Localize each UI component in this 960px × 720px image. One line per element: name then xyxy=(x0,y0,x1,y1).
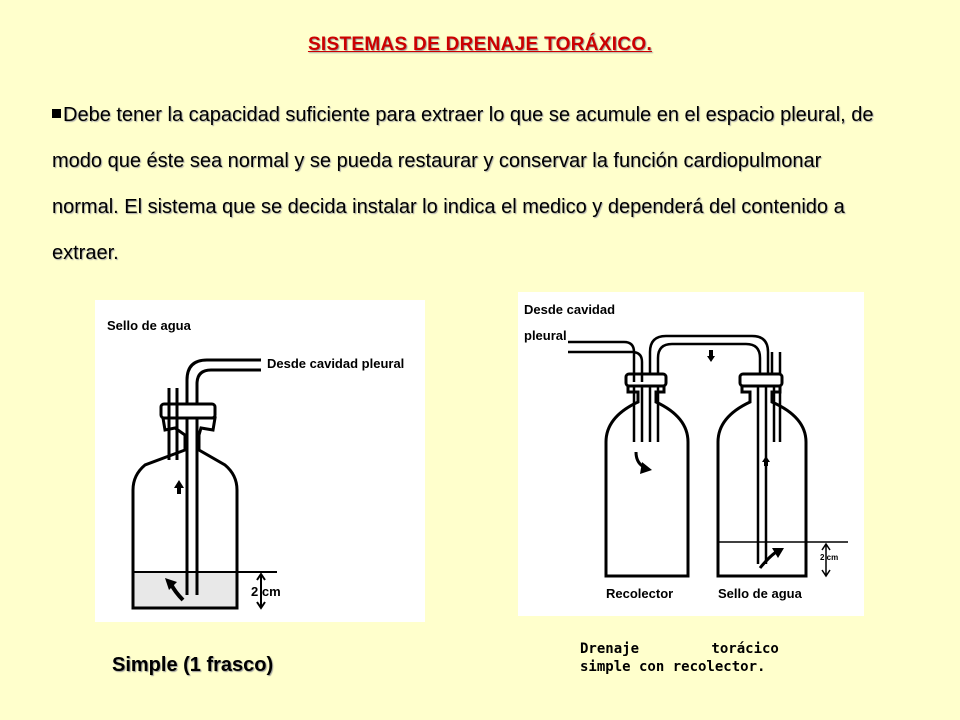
label-sello-de-agua: Sello de agua xyxy=(107,318,191,333)
figure-two-bottle xyxy=(518,292,864,616)
bullet-icon xyxy=(52,109,61,118)
seal-cap xyxy=(740,374,782,386)
caption-line-1: Drenaje torácico xyxy=(580,641,779,657)
vent-tube xyxy=(169,388,177,460)
collector-cap xyxy=(626,374,666,386)
slide-title: SISTEMAS DE DRENAJE TORÁXICO. xyxy=(307,34,653,55)
caption-drenaje xyxy=(580,640,828,676)
figure-single-bottle xyxy=(95,300,425,622)
collector-bottle-outline xyxy=(606,382,688,576)
label-desde-cavidad-2: pleural xyxy=(524,328,567,343)
label-recolector: Recolector xyxy=(606,586,674,601)
label-desde-cavidad-1: Desde cavidad xyxy=(524,302,616,317)
single-bottle-diagram xyxy=(95,300,425,622)
label-sello-de-agua-right: Sello de agua xyxy=(718,586,802,601)
water-fill xyxy=(133,572,237,608)
seal-up-arrow-icon xyxy=(762,456,770,466)
caption-simple: Simple (1 frasco) xyxy=(112,654,274,676)
collector-arrowhead-icon xyxy=(640,462,652,474)
label-desde-cavidad: Desde cavidad pleural xyxy=(267,356,405,371)
flow-arrow-icon xyxy=(707,350,715,362)
pleural-tube xyxy=(187,360,261,404)
body-paragraph xyxy=(52,92,892,276)
seal-bottle-outline xyxy=(718,382,806,576)
collector-tubes xyxy=(568,342,658,442)
up-arrow-icon xyxy=(174,480,184,494)
seal-bubble-arrow-icon xyxy=(760,552,776,568)
label-2cm-right: 2 cm xyxy=(820,553,839,562)
paragraph-text: Debe tener la capacidad suficiente para extraer lo que se acumule en el espacio pleural, de modo que éste sea normal y se pueda restaurar y conservar la función cardiopulmonar normal. El sistema que se decida instalar lo indica el medico y dependerá del contenido a extraer. xyxy=(52,104,874,264)
two-bottle-diagram xyxy=(518,292,864,616)
label-2cm: 2 cm xyxy=(251,584,281,599)
caption-line-2: simple con recolector. xyxy=(580,659,766,675)
submerged-tube xyxy=(187,418,197,595)
